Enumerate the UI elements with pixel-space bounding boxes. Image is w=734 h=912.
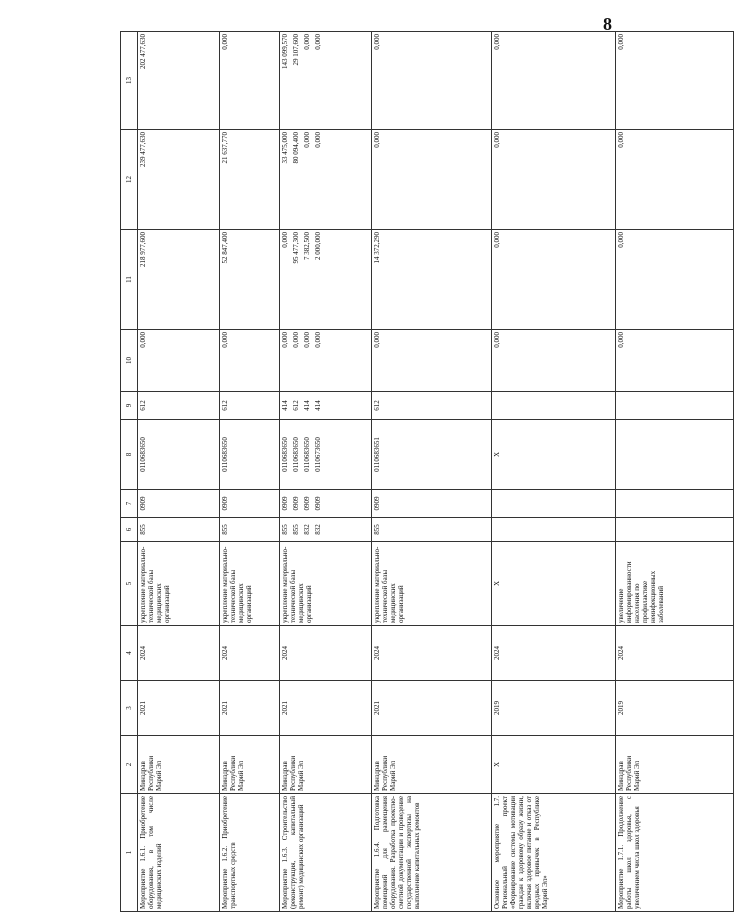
cell-value [617, 492, 628, 515]
cell-c7 [616, 490, 734, 518]
cell-value: 855 [139, 524, 147, 535]
cell-c12 [492, 130, 616, 230]
col-header: 6 [121, 518, 138, 542]
cell-value: 202 477,630 [139, 34, 147, 69]
cell-c3: 2021 [372, 681, 492, 736]
cell-c13 [220, 32, 280, 130]
cell-value: 2 000,000 [314, 232, 322, 260]
cell-value: 0,000 [493, 132, 501, 148]
cell-value: 0909 [373, 496, 381, 511]
cell-value [617, 520, 628, 539]
cell-c11 [616, 230, 734, 330]
cell-value: 0,000 [373, 34, 381, 50]
cell-c11 [138, 230, 220, 330]
col-header: 3 [121, 681, 138, 736]
cell-value: 0,000 [493, 34, 501, 50]
program-table [120, 31, 734, 912]
cell-value: 0909 [221, 496, 229, 511]
cell-c10 [372, 330, 492, 392]
col-header: 5 [121, 542, 138, 626]
table-row [138, 32, 220, 912]
cell-value: 33 475,000 [281, 132, 289, 164]
cell-value [617, 422, 628, 487]
cell-value: 218 977,600 [139, 232, 147, 267]
cell-value: 855 [292, 524, 300, 535]
cell-value: 414 [303, 400, 311, 411]
cell-c6 [492, 518, 616, 542]
cell-value: 0,000 [281, 332, 289, 348]
cell-c5: укрепление материально-технической базы медицинских организаций [138, 542, 220, 626]
cell-value: 414 [281, 400, 289, 411]
cell-c2: Минздрав Республики Марий Эл [220, 736, 280, 794]
cell-value: 0110683650 [303, 437, 311, 472]
cell-value: 0909 [303, 496, 311, 511]
cell-c13 [280, 32, 372, 130]
cell-value: 0110683650 [281, 437, 289, 472]
cell-c4: 2024 [616, 626, 734, 681]
cell-c8 [280, 420, 372, 490]
cell-c8 [220, 420, 280, 490]
cell-value: 0,000 [139, 332, 147, 348]
col-header: 8 [121, 420, 138, 490]
cell-value: 7 382,500 [303, 232, 311, 260]
cell-c6 [220, 518, 280, 542]
cell-value: 612 [139, 400, 147, 411]
cell-c12 [220, 130, 280, 230]
cell-c9 [138, 392, 220, 420]
cell-value: 414 [314, 400, 322, 411]
cell-c8 [492, 420, 616, 490]
cell-value: 0,000 [314, 34, 322, 50]
cell-c2: Минздрав Республики Марий Эл [372, 736, 492, 794]
cell-c4: 2024 [138, 626, 220, 681]
cell-c1: Мероприятие 1.6.3. Строительство (реконструкция, капитальный ремонт) медицинских организаций [280, 794, 372, 912]
cell-value: 0,000 [373, 132, 381, 148]
cell-value: 14 372,290 [373, 232, 381, 264]
col-header: 12 [121, 130, 138, 230]
col-header: 1 [121, 794, 138, 912]
cell-c13 [616, 32, 734, 130]
col-header: 7 [121, 490, 138, 518]
cell-value: 0,000 [281, 232, 289, 248]
cell-value: 0,000 [314, 132, 322, 148]
cell-c6 [138, 518, 220, 542]
cell-c2: Минздрав Республики Марий Эл [280, 736, 372, 794]
cell-value: 0110683650 [139, 437, 147, 472]
cell-c5: укрепление материально-технической базы медицинских организаций [372, 542, 492, 626]
col-header: 11 [121, 230, 138, 330]
cell-c12 [138, 130, 220, 230]
cell-value: 0,000 [303, 132, 311, 148]
cell-value: 0,000 [303, 332, 311, 348]
cell-c11 [492, 230, 616, 330]
table-body [138, 32, 734, 912]
cell-value: 612 [221, 400, 229, 411]
cell-c9 [616, 392, 734, 420]
col-header: 4 [121, 626, 138, 681]
cell-c10 [220, 330, 280, 392]
cell-c9 [372, 392, 492, 420]
cell-value: 0,000 [221, 34, 229, 50]
page-number: 8 [603, 14, 612, 34]
cell-c1: Основное мероприятие 1.7. Региональный проект «Формирование системы мотивации граждан к здоровому образу жизни, включая здоровое питание и отказ от вредных привычек в Республике Марий Эл» [492, 794, 616, 912]
cell-c5: X [492, 542, 616, 626]
cell-value: 832 [314, 524, 322, 535]
cell-c10 [280, 330, 372, 392]
cell-value: 0110683650 [221, 437, 229, 472]
cell-c9 [220, 392, 280, 420]
cell-c8 [372, 420, 492, 490]
cell-c5: укрепление материально-технической базы медицинских организаций [280, 542, 372, 626]
cell-value: 0,000 [493, 332, 501, 348]
cell-value: 0,000 [292, 332, 300, 348]
cell-value: 0,000 [314, 332, 322, 348]
cell-c12 [280, 130, 372, 230]
cell-c10 [616, 330, 734, 392]
cell-value: 21 637,770 [221, 132, 229, 164]
cell-value: 52 847,400 [221, 232, 229, 264]
cell-c1: Мероприятие 1.6.2. Приобретение транспортных средств [220, 794, 280, 912]
cell-value: 0110683650 [292, 437, 300, 472]
cell-value: 0,000 [221, 332, 229, 348]
cell-value: 0,000 [373, 332, 381, 348]
header-row [121, 32, 138, 912]
cell-value: 0,000 [303, 34, 311, 50]
cell-value: 0110673650 [314, 437, 322, 472]
cell-value: 143 099,570 [281, 34, 289, 69]
cell-value [493, 520, 504, 539]
cell-c1: Мероприятие 1.6.4. Подготовка помещений для размещения оборудования. Разработка проектно-сметной документации и проведение государственной экспертизы на выполнение капитальных ремонтов [372, 794, 492, 912]
cell-c3: 2019 [616, 681, 734, 736]
cell-c4: 2024 [372, 626, 492, 681]
cell-value: 0,000 [617, 332, 625, 348]
cell-c12 [372, 130, 492, 230]
cell-c12 [616, 130, 734, 230]
cell-value: 832 [303, 524, 311, 535]
cell-c8 [138, 420, 220, 490]
cell-c11 [280, 230, 372, 330]
cell-value: 29 107,600 [292, 34, 300, 66]
cell-c1: Мероприятие 1.6.1. Приобретение оборудования, в том числе медицинских изделий [138, 794, 220, 912]
cell-c8 [616, 420, 734, 490]
cell-value: 0909 [292, 496, 300, 511]
cell-value [493, 394, 504, 417]
col-header: 2 [121, 736, 138, 794]
col-header: 10 [121, 330, 138, 392]
cell-value: 0909 [281, 496, 289, 511]
col-header: 13 [121, 32, 138, 130]
table-row [616, 32, 734, 912]
cell-c7 [280, 490, 372, 518]
cell-c10 [492, 330, 616, 392]
cell-c4: 2024 [280, 626, 372, 681]
cell-c9 [492, 392, 616, 420]
cell-value: 855 [373, 524, 381, 535]
cell-value [617, 394, 628, 417]
cell-value: 0909 [314, 496, 322, 511]
cell-c11 [372, 230, 492, 330]
cell-c1: Мероприятие 1.7.1. Продолжение работы школ здоровья, с увеличением числа школ здоровья [616, 794, 734, 912]
col-header: 9 [121, 392, 138, 420]
cell-c3: 2019 [492, 681, 616, 736]
table-row [220, 32, 280, 912]
cell-c2: Минздрав Республики Марий Эл [138, 736, 220, 794]
cell-c10 [138, 330, 220, 392]
cell-c7 [138, 490, 220, 518]
cell-value: 612 [373, 400, 381, 411]
cell-c5: укрепление материально-технической базы медицинских организаций [220, 542, 280, 626]
cell-c13 [492, 32, 616, 130]
cell-value: 0110683651 [373, 437, 381, 472]
table-row [372, 32, 492, 912]
cell-value: X [493, 451, 501, 458]
cell-c3: 2021 [280, 681, 372, 736]
cell-c13 [138, 32, 220, 130]
cell-c2: Минздрав Республики Марий Эл [616, 736, 734, 794]
cell-value: 855 [221, 524, 229, 535]
cell-value: 0,000 [617, 132, 625, 148]
cell-value: 0,000 [493, 232, 501, 248]
cell-c2: X [492, 736, 616, 794]
cell-value: 612 [292, 400, 300, 411]
cell-c6 [372, 518, 492, 542]
cell-value [493, 492, 504, 515]
cell-c5: увеличение информированности населения по профилактике неинфекционных заболеваний [616, 542, 734, 626]
cell-c4: 2024 [220, 626, 280, 681]
cell-value: 0,000 [617, 232, 625, 248]
cell-c6 [616, 518, 734, 542]
rotated-table [120, 32, 666, 912]
cell-c7 [372, 490, 492, 518]
table-row [280, 32, 372, 912]
cell-value: 0909 [139, 496, 147, 511]
cell-c7 [220, 490, 280, 518]
cell-value: 95 477,300 [292, 232, 300, 264]
cell-value: 80 094,400 [292, 132, 300, 164]
cell-c13 [372, 32, 492, 130]
cell-c3: 2021 [138, 681, 220, 736]
table-row [492, 32, 616, 912]
cell-value: 855 [281, 524, 289, 535]
cell-c6 [280, 518, 372, 542]
cell-c7 [492, 490, 616, 518]
cell-c9 [280, 392, 372, 420]
cell-value: 0,000 [617, 34, 625, 50]
cell-value: 239 477,630 [139, 132, 147, 167]
cell-c11 [220, 230, 280, 330]
cell-c3: 2021 [220, 681, 280, 736]
cell-c4: 2024 [492, 626, 616, 681]
